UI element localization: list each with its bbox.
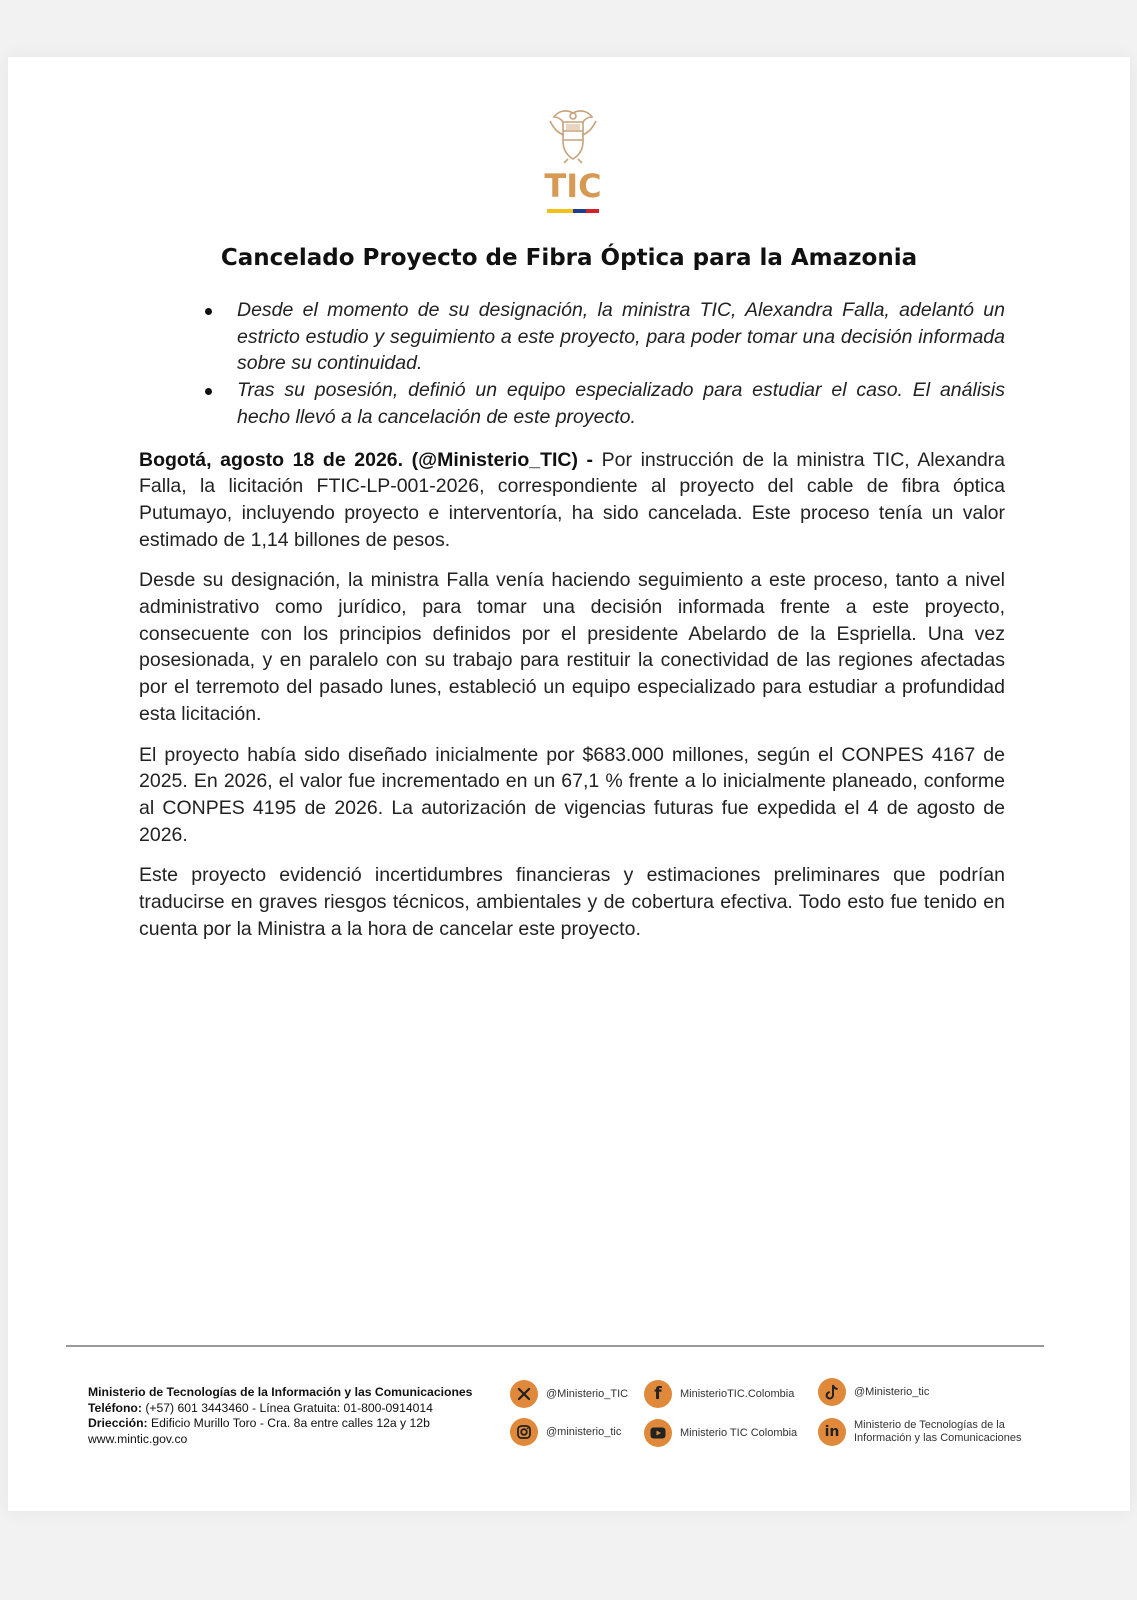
paragraph: Este proyecto evidenció incertidumbres financieras y estimaciones preliminares que podrían traducirse en graves riesgos técnicos, ambientales y de cobertura efectiva. Todo esto fue tenido en cuenta por la Ministra a la hora de cancelar este proyecto. (139, 864, 1005, 940)
x-icon (510, 1380, 538, 1408)
flag-stripe (547, 209, 599, 213)
paragraph: El proyecto había sido diseñado inicialmente por $683.000 millones, según el CONPES 4167 de 2025. En 2026, el valor fue incrementado en un 67,1 % frente a lo inicialmente planeado, conforme al CONPES 4195 de 2026. La autorización de vigencias futuras fue expedida el 4 de agosto de 2026. (139, 743, 1005, 846)
footer-phone: Teléfono: (+57) 601 3443460 - Línea Gratuita: 01-800-0914014 (88, 1400, 433, 1415)
dateline: Bogotá, agosto 18 de 2026. (@Ministerio_TIC) - (139, 448, 594, 471)
bullet-icon (205, 388, 212, 395)
footer-web-link[interactable]: www.mintic.gov.co (88, 1431, 188, 1446)
social-x[interactable]: @Ministerio_TIC (510, 1380, 628, 1408)
footer-address: Driección: Edificio Murillo Toro - Cra. 8a entre calles 12a y 12b (88, 1416, 430, 1431)
social-tiktok[interactable]: @Ministerio_tic (818, 1378, 929, 1406)
social-instagram[interactable]: @ministerio_tic (510, 1418, 621, 1446)
social-linkedin[interactable]: in Ministerio de Tecnologías de la Información y las Comunicaciones (818, 1418, 1022, 1446)
social-youtube[interactable]: Ministerio TIC Colombia (644, 1419, 797, 1447)
logo-text: TIC (544, 167, 602, 205)
footer-contact (88, 1385, 472, 1447)
lead-paragraph: Bogotá, agosto 18 de 2026. (@Ministerio_TIC) - Por instrucción de la ministra TIC, Alexandra Falla, la licitación FTIC-LP-001-2026, correspondiente al proyecto del cable de fibra óptica Putumayo, incluyendo proyecto e interventoría, ha sido cancelada. Este proceso tenía un valor estimado de 1,14 billones de pesos. (139, 448, 1005, 551)
summary-bullets (139, 297, 1005, 431)
paragraph: Desde su designación, la ministra Falla venía haciendo seguimiento a este proceso, tanto a nivel administrativo como jurídico, para tomar una decisión informada frente a este proyecto, consecuente con los principios definidos por el presidente Abelardo de la Espriella. Una vez posesionada, y en paralelo con su trabajo para restituir la conectividad de las regiones afectadas por el terremoto del pasado lunes, estableció un equipo especializado para estudiar a profundidad esta licitación. (139, 569, 1005, 725)
list-item: Desde el momento de su designación, la ministra TIC, Alexandra Falla, adelantó un estricto estudio y seguimiento a este proyecto, para poder tomar una decisión informada sobre su continuidad. (139, 297, 1005, 377)
footer-divider (66, 1345, 1044, 1347)
instagram-icon (510, 1418, 538, 1446)
coat-of-arms-icon (546, 107, 600, 165)
list-item: Tras su posesión, definió un equipo especializado para estudiar el caso. El análisis hecho llevó a la cancelación de este proyecto. (139, 377, 1005, 430)
tiktok-icon (818, 1378, 846, 1406)
page-title: Cancelado Proyecto de Fibra Óptica para la Amazonia (220, 245, 918, 271)
social-facebook[interactable]: f MinisterioTIC.Colombia (644, 1380, 794, 1408)
facebook-icon: f (644, 1380, 672, 1408)
youtube-icon (644, 1419, 672, 1447)
document-page (8, 57, 1130, 1511)
footer-org: Ministerio de Tecnologías de la Información y las Comunicaciones (88, 1385, 473, 1399)
ministry-logo (540, 107, 606, 213)
press-release-body (139, 297, 1005, 942)
linkedin-icon: in (818, 1418, 846, 1446)
bullet-icon (205, 308, 212, 315)
